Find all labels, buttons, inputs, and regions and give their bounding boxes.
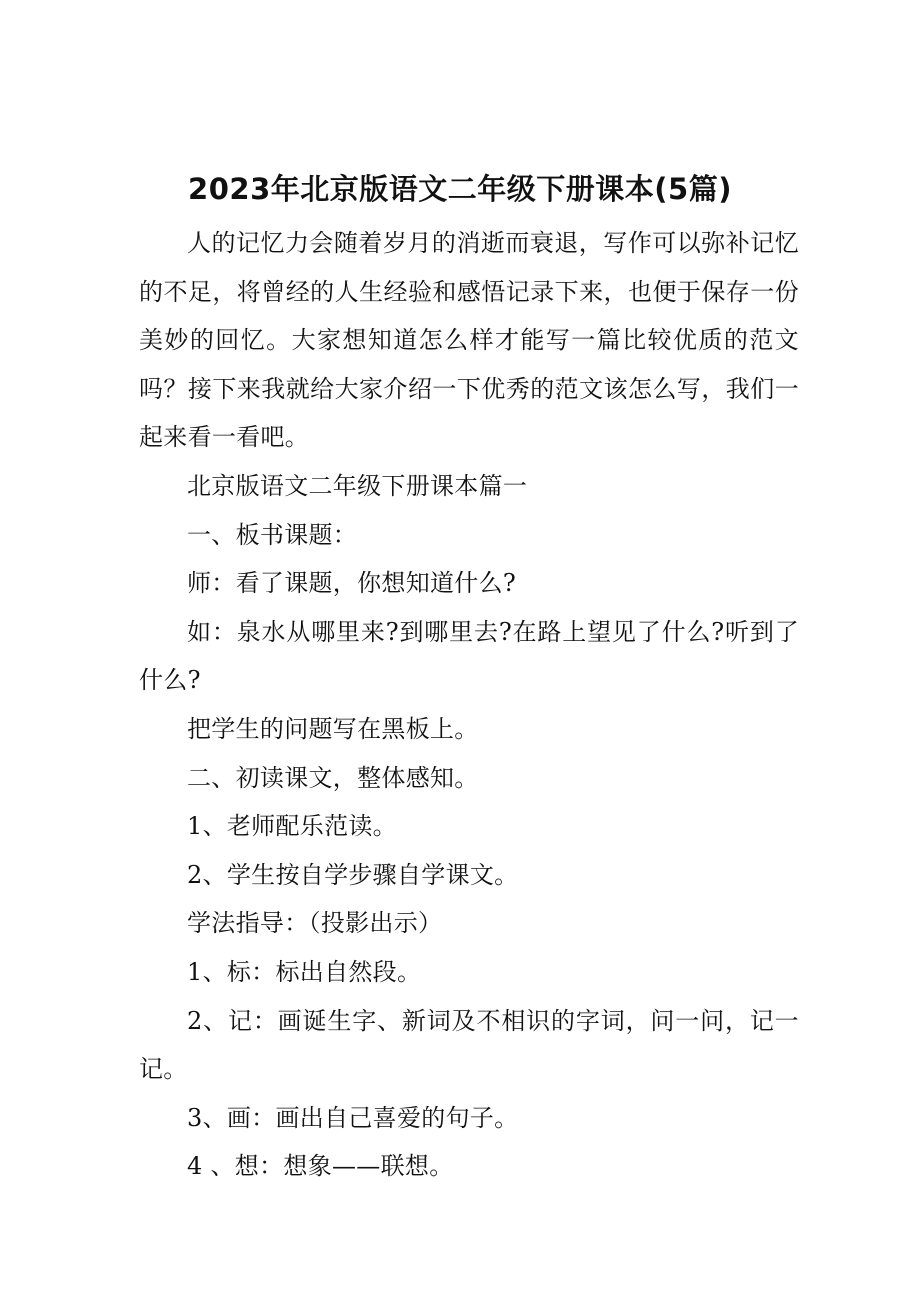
list-item: 2、学生按自学步骤自学课文。 (187, 860, 519, 889)
list-item: 2、记：画诞生字、新词及不相识的字词，问一问，记一记。 (139, 1006, 799, 1084)
list-item: 3、画：画出自己喜爱的句子。 (187, 1103, 519, 1132)
instruction-line: 把学生的问题写在黑板上。 (187, 714, 479, 743)
guidance-heading: 学法指导：（投影出示） (187, 909, 443, 938)
list-item: 1、老师配乐范读。 (187, 812, 397, 841)
example-questions: 如：泉水从哪里来?到哪里去?在路上望见了什么?听到了什么? (139, 617, 799, 695)
list-item: 4 、想：想象——联想。 (187, 1152, 454, 1181)
section-heading: 北京版语文二年级下册课本篇一 (187, 471, 528, 500)
document-title: 2023年北京版语文二年级下册课本(5篇) (188, 172, 732, 207)
teacher-question: 师：看了课题，你想知道什么? (187, 569, 517, 598)
document-body (139, 219, 799, 1191)
intro-paragraph: 人的记忆力会随着岁月的消逝而衰退，写作可以弥补记忆的不足，将曾经的人生经验和感悟记录下来，也便于保存一份美妙的回忆。大家想知道怎么样才能写一篇比较优质的范文吗？接下来我就给大家介绍一下优秀的范文该怎么写，我们一起来看一看吧。 (139, 229, 799, 452)
step-heading: 二、初读课文，整体感知。 (187, 763, 479, 792)
list-item: 1、标：标出自然段。 (187, 957, 422, 986)
step-heading: 一、板书课题： (187, 520, 358, 549)
